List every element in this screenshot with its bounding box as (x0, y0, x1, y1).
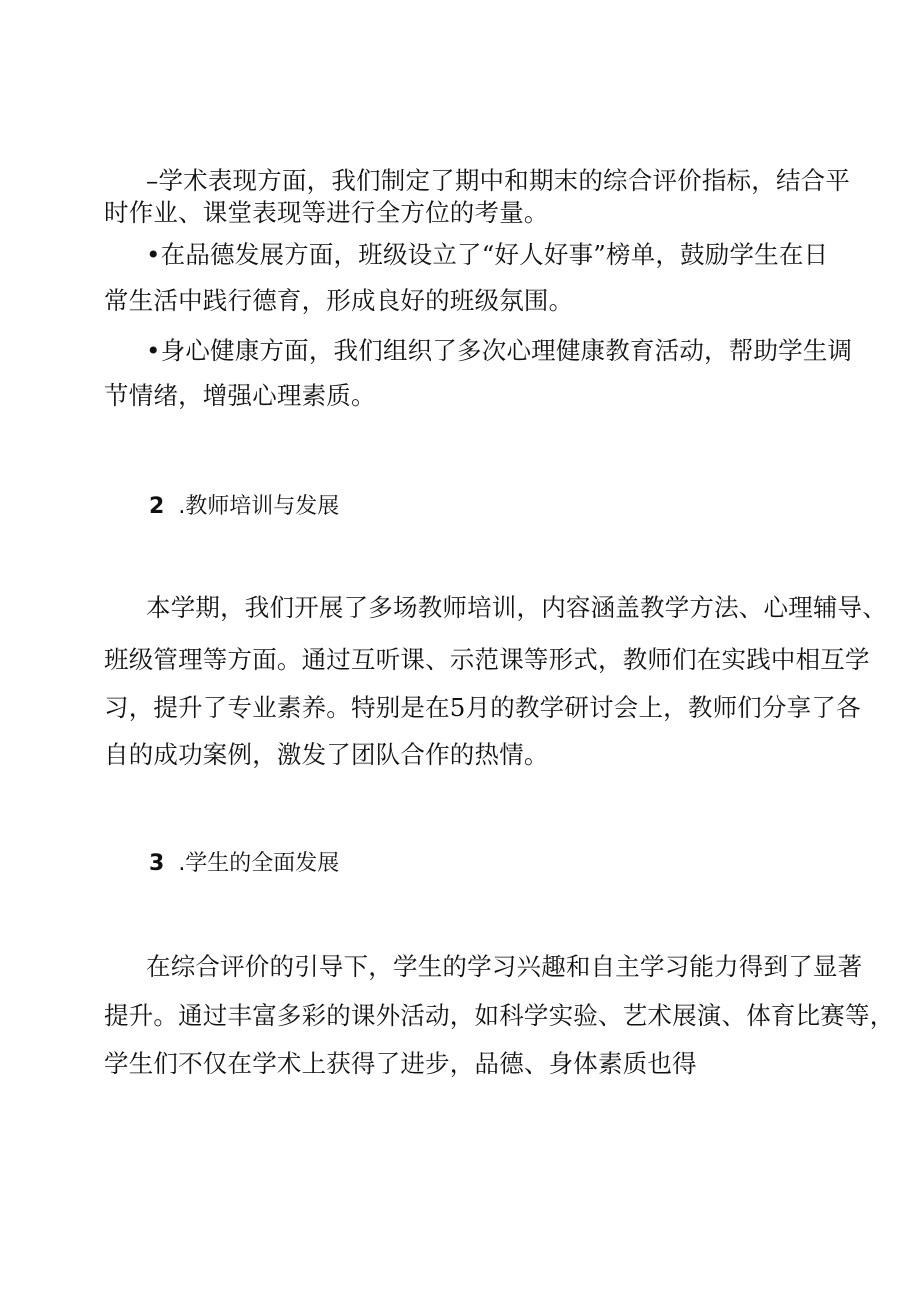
section-3-paragraph-line-2: 提升。通过丰富多彩的课外活动，如科学实验、艺术展演、体育比赛等， (104, 1001, 895, 1030)
bullet-health-line-2: 节情绪，增强心理素质。 (104, 381, 376, 410)
bullet-moral-line-1: •在品德发展方面，班级设立了“好人好事”榜单，鼓励学生在日 (146, 240, 829, 269)
section-2-title: .教师培训与发展 (178, 494, 340, 519)
section-3-title: .学生的全面发展 (178, 851, 340, 876)
bullet-health-line-1: •身心健康方面，我们组织了多次心理健康教育活动，帮助学生调 (146, 336, 853, 365)
bullet-academic-line-2: 时作业、课堂表现等进行全方位的考量。 (104, 198, 549, 227)
section-3-number: 3 (149, 851, 165, 876)
section-2-paragraph-line-3: 习，提升了专业素养。特别是在5月的教学研讨会上，教师们分享了各 (104, 693, 861, 722)
section-2-paragraph-line-2: 班级管理等方面。通过互听课、示范课等形式，教师们在实践中相互学 (104, 645, 870, 674)
section-2-paragraph-line-4: 自的成功案例，激发了团队合作的热情。 (104, 740, 549, 769)
section-2-heading (149, 492, 339, 522)
section-3-paragraph-line-1: 在综合评价的引导下，学生的学习兴趣和自主学习能力得到了显著 (146, 952, 863, 981)
section-3-paragraph-line-3: 学生们不仅在学术上获得了进步，品德、身体素质也得 (104, 1049, 697, 1078)
section-2-number: 2 (149, 494, 165, 519)
section-2-paragraph-line-1: 本学期，我们开展了多场教师培训，内容涵盖教学方法、心理辅导、 (146, 593, 887, 622)
bullet-academic-line-1: –学术表现方面，我们制定了期中和期末的综合评价指标，结合平 (146, 166, 851, 195)
section-3-heading (149, 849, 339, 879)
bullet-moral-line-2: 常生活中践行德育，形成良好的班级氛围。 (104, 286, 574, 315)
